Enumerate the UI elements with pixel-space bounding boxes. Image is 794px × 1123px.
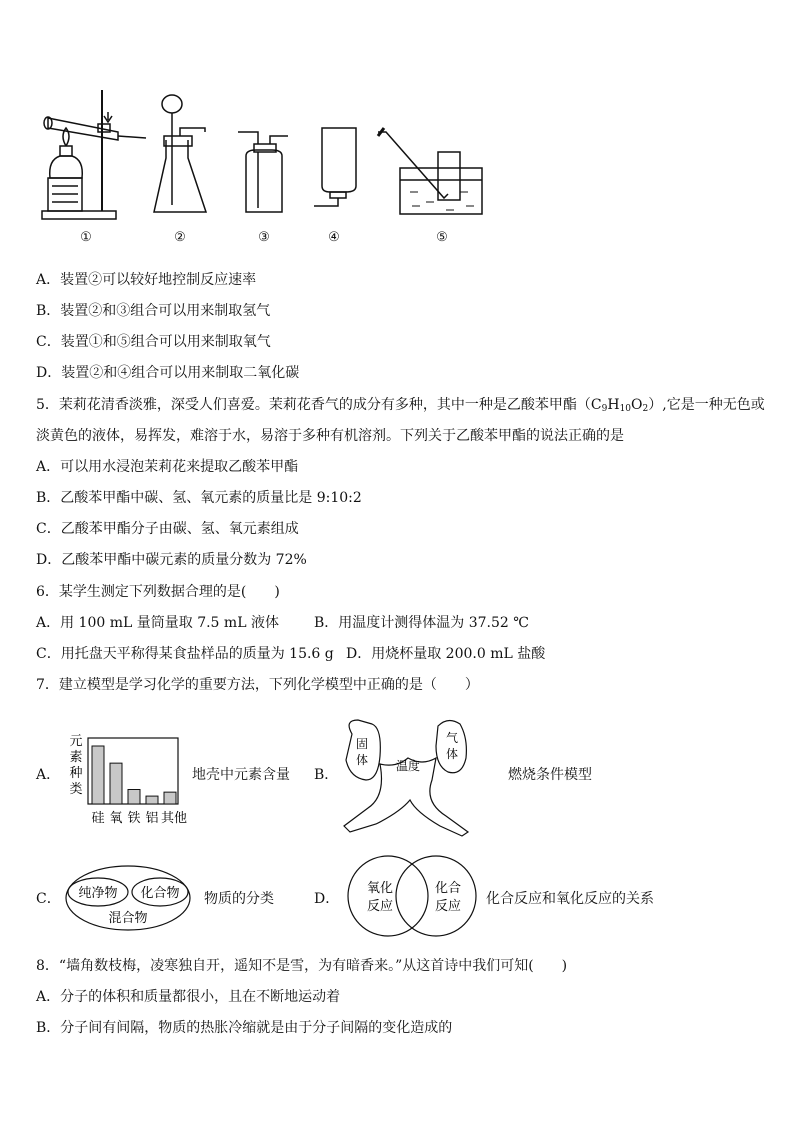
mixture-label: 混合物: [108, 911, 148, 926]
q7-a-caption: 地壳中元素含量: [192, 767, 290, 783]
q8-option-b: B．分子间有间隔，物质的热胀冷缩就是由于分子间隔的变化造成的: [36, 1020, 453, 1036]
bar-3: [146, 796, 158, 804]
q6-option-b: B．用温度计测得体温为 37.52 ℃: [314, 615, 529, 631]
bar-0: [92, 746, 104, 804]
q7-b-letter: B．: [314, 767, 339, 783]
solid-label-0: 固: [355, 737, 369, 751]
q4-option-b: B．装置②和③组合可以用来制取氢气: [36, 303, 271, 319]
chart-ylabel-2: 种: [69, 766, 83, 781]
combination-label-0: 化合: [434, 881, 462, 896]
oxidation-label-1: 反应: [366, 899, 394, 914]
q4-option-c: C．装置①和⑤组合可以用来制取氧气: [36, 334, 271, 350]
apparatus-2-flask-funnel: [154, 95, 206, 212]
chart-ylabel-3: 类: [69, 782, 83, 797]
q6-stem: 6．某学生测定下列数据合理的是( ): [36, 584, 280, 600]
q5-option-a: A．可以用水浸泡茉莉花来提取乙酸苯甲酯: [36, 459, 299, 475]
apparatus-label-2: ②: [174, 230, 186, 245]
q5-stem-line1: 5．茉莉花清香淡雅，深受人们喜爱。茉莉花香气的成分有多种，其中一种是乙酸苯甲酯$(C_9H_{10}O_2)$,它是一种无色或: [36, 397, 765, 414]
bar-4: [164, 792, 176, 804]
apparatus-1-heating-setup: [42, 90, 146, 219]
q7-stem: 7．建立模型是学习化学的重要方法，下列化学模型中正确的是（ ）: [36, 677, 479, 693]
chart-ylabel-1: 素: [69, 750, 83, 765]
q6-option-a: A．用 100 mL 量筒量取 7.5 mL 液体: [36, 615, 279, 631]
q8-stem: 8．“墙角数枝梅，凌寒独自开，遥知不是雪，为有暗香来。”从这首诗中我们可知( ): [36, 958, 568, 974]
gas-label-1: 体: [445, 747, 459, 761]
q5-option-d: D．乙酸苯甲酯中碳元素的质量分数为 72%: [36, 552, 307, 568]
q6-option-c: C．用托盘天平称得某食盐样品的质量为 15.6 g: [36, 646, 334, 662]
x-tick-label-2: 铁: [127, 811, 141, 826]
q4-option-a: A．装置②可以较好地控制反应速率: [36, 272, 257, 288]
q7-d-venn-diagram: [344, 852, 484, 942]
q4-option-d: D．装置②和④组合可以用来制取二氧化碳: [36, 365, 300, 381]
bar-2: [128, 790, 140, 805]
apparatus-label-4: ④: [328, 230, 340, 245]
q8-option-a: A．分子的体积和质量都很小，且在不断地运动着: [36, 989, 341, 1005]
apparatus-5-water-trough: [378, 128, 482, 214]
x-tick-label-0: 硅: [91, 811, 105, 826]
q5-stem-line2: 淡黄色的液体，易挥发，难溶于水，易溶于多种有机溶剂。下列关于乙酸苯甲酯的说法正确的是: [36, 428, 624, 444]
q7-a-bar-chart: [64, 730, 194, 840]
q7-d-caption: 化合反应和氧化反应的关系: [486, 891, 654, 907]
q6-option-d: D．用烧杯量取 200.0 mL 盐酸: [346, 646, 546, 662]
oxidation-label-0: 氧化: [366, 881, 394, 896]
q7-d-letter: D．: [314, 891, 340, 907]
q5-option-c: C．乙酸苯甲酯分子由碳、氢、氧元素组成: [36, 521, 299, 537]
apparatus-label-1: ①: [80, 230, 92, 245]
apparatus-figure: [0, 0, 794, 260]
q7-c-letter: C．: [36, 891, 61, 907]
temperature-label: 温度: [395, 759, 421, 773]
x-tick-label-4: 其他: [160, 811, 188, 826]
x-tick-label-3: 铝: [145, 811, 159, 826]
q7-c-classification: [62, 862, 202, 932]
apparatus-label-3: ③: [258, 230, 270, 245]
q5-option-b: B．乙酸苯甲酯中碳、氢、氧元素的质量比是 9:10:2: [36, 490, 362, 506]
apparatus-label-5: ⑤: [436, 230, 448, 245]
compound-label: 化合物: [140, 886, 180, 901]
q7-a-letter: A．: [36, 767, 61, 783]
bar-1: [110, 763, 122, 804]
apparatus-3-gas-bottle: [238, 132, 288, 212]
x-tick-label-1: 氧: [109, 811, 123, 826]
solid-label-1: 体: [355, 753, 369, 767]
q7-c-caption: 物质的分类: [204, 891, 274, 907]
apparatus-4-inverted-bottle: [314, 128, 356, 206]
q7-b-caption: 燃烧条件模型: [508, 767, 592, 783]
q7-b-combustion-model: [336, 716, 476, 836]
pure-substance-label: 纯净物: [78, 886, 118, 901]
chart-ylabel-0: 元: [69, 734, 83, 749]
combination-label-1: 反应: [434, 899, 462, 914]
gas-label-0: 气: [445, 731, 459, 745]
